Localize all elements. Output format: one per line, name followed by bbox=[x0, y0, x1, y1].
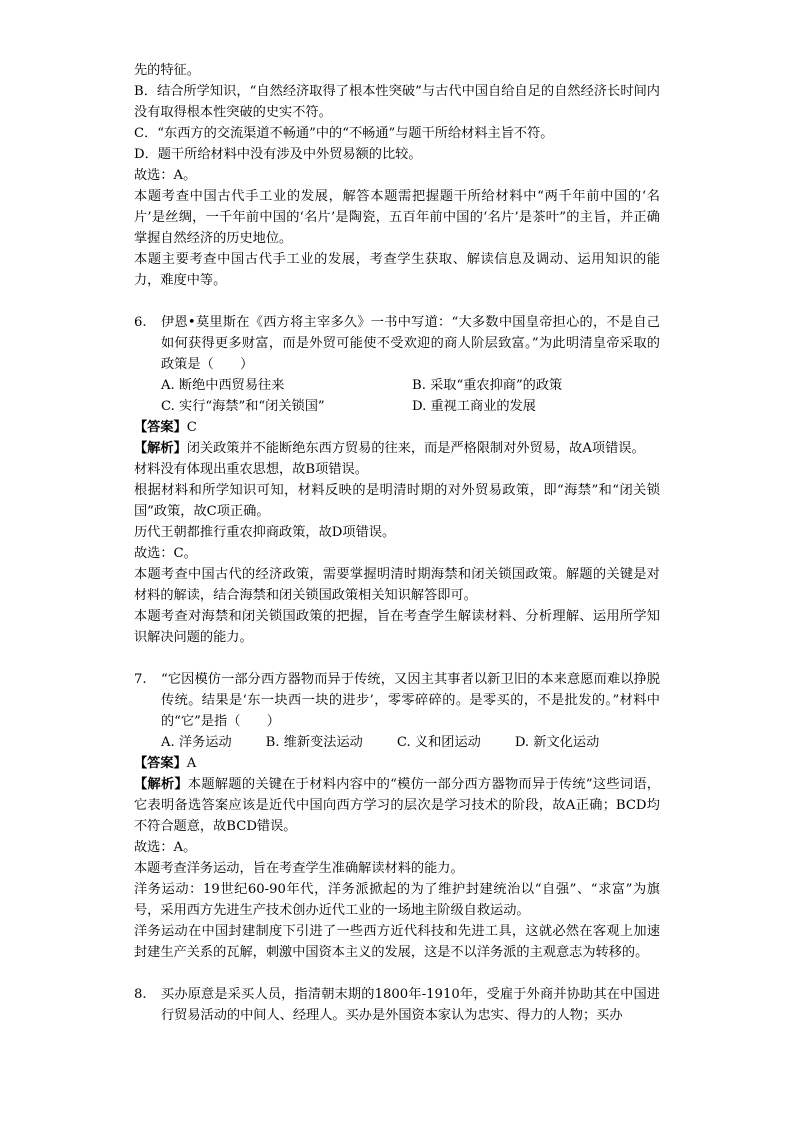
option-c: C. 实行“海禁”和“闭关锁国” bbox=[161, 399, 325, 414]
options-row bbox=[134, 396, 660, 417]
option-d: D. 新文化运动 bbox=[514, 735, 600, 750]
option-b: B. 采取“重农抑商”的政策 bbox=[412, 378, 563, 393]
intro-line: 故选：A。 bbox=[134, 168, 197, 183]
option-d: D. 重视工商业的发展 bbox=[412, 399, 536, 414]
question-8 bbox=[134, 984, 660, 1026]
question-number: 8. bbox=[134, 987, 147, 1002]
question-7 bbox=[134, 669, 660, 732]
analysis-line: 故选：A。 bbox=[134, 840, 197, 855]
analysis-tag: 【解析】 bbox=[134, 441, 187, 456]
analysis-line: 根据材料和所学知识可知，材料反映的是明清时期的对外贸易政策，即“海禁”和“闭关锁国”政策，故C项正确。 bbox=[134, 483, 660, 519]
analysis-line: 洋务运动：19世纪60-90年代，洋务派掀起的为了维护封建统治以“自强”、“求富”为旗号，采用西方先进生产技术创办近代工业的一场地主阶级自救运动。 bbox=[134, 882, 660, 918]
question-stem: 买办原意是采买人员，指清朝末期的1800年-1910年，受雇于外商并协助其在中国进行贸易活动的中间人、经理人。买办是外国资本家认为忠实、得力的人物；买办 bbox=[161, 987, 660, 1023]
intro-line: 本题考查中国古代手工业的发展，解答本题需把握题干所给材料中“两千年前中国的‘名片’是丝绸，一千年前中国的‘名片’是陶瓷，五百年前中国的‘名片’是茶叶”的主旨，并正确掌握自然经济的历史地位。 bbox=[134, 189, 660, 246]
question-number: 7. bbox=[134, 672, 147, 687]
analysis-line: 故选：C。 bbox=[134, 546, 197, 561]
answer-line bbox=[134, 753, 660, 774]
question-6 bbox=[134, 312, 660, 375]
question-stem: “它因模仿一部分西方器物而异于传统，又因主其事者以新卫旧的本来意愿而难以挣脱传统。结果是‘东一块西一块的进步’，零零碎碎的。是零买的，不是批发的。”材料中的“它”是指（ ） bbox=[161, 672, 660, 729]
analysis-first bbox=[134, 774, 660, 837]
analysis-line: 洋务运动在中国封建制度下引进了一些西方近代科技和先进工具，这就必然在客观上加速封建生产关系的瓦解，刺激中国资本主义的发展，这是不以洋务派的主观意志为转移的。 bbox=[134, 924, 660, 960]
analysis-line: 本题考查中国古代的经济政策，需要掌握明清时期海禁和闭关锁国政策。解题的关键是对材料的解读，结合海禁和闭关锁国政策相关知识解答即可。 bbox=[134, 567, 660, 603]
answer-tag: 【答案】 bbox=[134, 756, 187, 771]
analysis-text: 闭关政策并不能断绝东西方贸易的往来，而是严格限制对外贸易，故A项错误。 bbox=[186, 441, 645, 456]
answer-value: C bbox=[186, 420, 197, 435]
intro-line: D．题干所给材料中没有涉及中外贸易额的比较。 bbox=[134, 147, 422, 162]
analysis-first bbox=[134, 438, 660, 459]
option-a: A. 洋务运动 bbox=[161, 735, 232, 750]
answer-line bbox=[134, 417, 660, 438]
intro-line: B．结合所学知识，“自然经济取得了根本性突破”与古代中国自给自足的自然经济长时间内没有取得根本性突破的史实不符。 bbox=[134, 84, 660, 120]
analysis-text: 本题解题的关键在于材料内容中的“模仿一部分西方器物而异于传统”这些词语，它表明备选答案应该是近代中国向西方学习的层次是学习技术的阶段，故A正确；BCD均不符合题意，故BCD错误。 bbox=[134, 777, 660, 834]
intro-line: C．“东西方的交流渠道不畅通”中的“不畅通”与题干所给材料主旨不符。 bbox=[134, 126, 554, 141]
analysis-tag: 【解析】 bbox=[134, 777, 188, 792]
intro-line: 先的特征。 bbox=[134, 63, 200, 78]
analysis-line: 本题考查洋务运动，旨在考查学生准确解读材料的能力。 bbox=[134, 861, 464, 876]
analysis-line: 历代王朝都推行重农抑商政策，故D项错误。 bbox=[134, 525, 396, 540]
answer-tag: 【答案】 bbox=[134, 420, 187, 435]
option-c: C. 义和团运动 bbox=[396, 735, 481, 750]
intro-line: 本题主要考查中国古代手工业的发展，考查学生获取、解读信息及调动、运用知识的能力，难度中等。 bbox=[134, 252, 660, 288]
question-number: 6. bbox=[134, 315, 147, 330]
analysis-line: 材料没有体现出重农思想，故B项错误。 bbox=[134, 462, 368, 477]
option-a: A. 断绝中西贸易往来 bbox=[161, 378, 285, 393]
option-b: B. 维新变法运动 bbox=[265, 735, 363, 750]
answer-value: A bbox=[186, 756, 197, 771]
analysis-line: 本题考查对海禁和闭关锁国政策的把握，旨在考查学生解读材料、分析理解、运用所学知识解决问题的能力。 bbox=[134, 609, 660, 645]
question-stem: 伊恩•莫里斯在《西方将主宰多久》一书中写道：“大多数中国皇帝担心的，不是自己如何获得更多财富，而是外贸可能使不受欢迎的商人阶层致富。”为此明清皇帝采取的政策是（ ） bbox=[161, 315, 660, 372]
options-row bbox=[134, 732, 660, 753]
options-row bbox=[134, 375, 660, 396]
